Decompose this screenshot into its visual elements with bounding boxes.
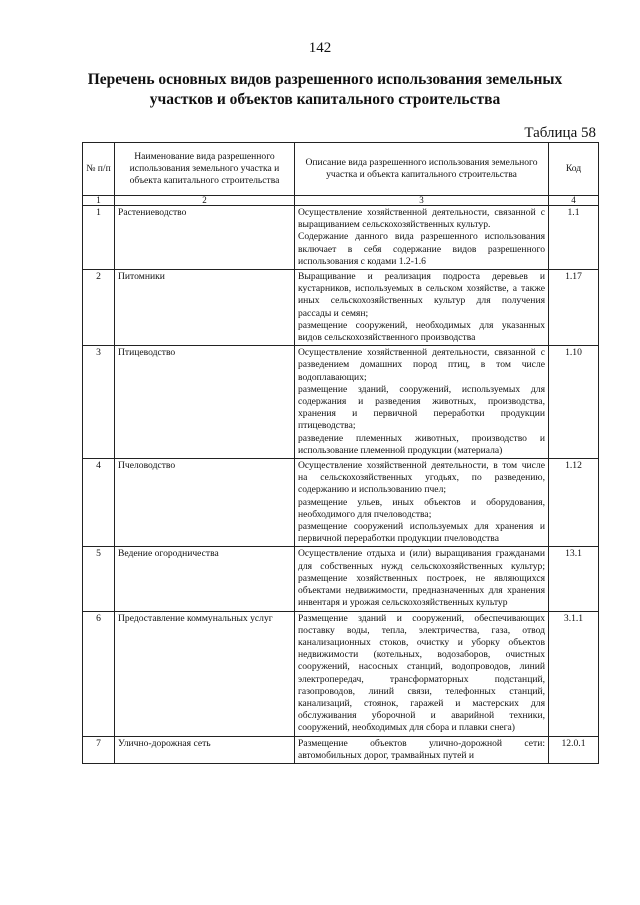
row-number: 3 <box>83 346 115 459</box>
column-number: 2 <box>115 196 295 206</box>
row-number: 4 <box>83 459 115 547</box>
header-name: Наименование вида разрешенного использования земельного участка и объекта капитального строительства <box>115 143 295 196</box>
description-paragraph: Осуществление отдыха и (или) выращивания гражданами для собственных нужд сельскохозяйственных культур; размещение хозяйственных построек, не являющихся объектами недвижимости, предназначенных для хранения инвентаря и урожая сельскохозяйственных культур <box>298 548 545 609</box>
table-row <box>83 736 599 763</box>
column-number: 1 <box>83 196 115 206</box>
row-number: 5 <box>83 547 115 611</box>
row-code: 12.0.1 <box>549 736 599 763</box>
row-description <box>295 206 549 270</box>
row-name: Питомники <box>115 270 295 346</box>
description-paragraph: Содержание данного вида разрешенного использования включает в себя содержание видов разрешенного использования с кодами 1.2-1.6 <box>298 231 545 267</box>
row-description <box>295 547 549 611</box>
column-number: 4 <box>549 196 599 206</box>
description-paragraph: Выращивание и реализация подроста деревьев и кустарников, используемых в сельском хозяйстве, а также иных сельскохозяйственных культур для получения рассады и семян; <box>298 271 545 319</box>
row-code: 3.1.1 <box>549 611 599 736</box>
row-number: 7 <box>83 736 115 763</box>
table-caption: Таблица 58 <box>524 125 596 141</box>
header-num: № п/п <box>83 143 115 196</box>
table-header-row <box>83 143 599 196</box>
row-name: Предоставление коммунальных услуг <box>115 611 295 736</box>
row-name: Птицеводство <box>115 346 295 459</box>
description-paragraph: размещение сооружений, необходимых для указанных видов сельскохозяйственного производства <box>298 319 545 344</box>
row-number: 6 <box>83 611 115 736</box>
page-number: 142 <box>308 40 332 56</box>
description-paragraph: разведение племенных животных, производство и использование племенной продукции (материала) <box>298 432 545 456</box>
description-paragraph: Осуществление хозяйственной деятельности, в том числе на сельскохозяйственных угодьях, по разведению, содержанию и использованию пчел; <box>298 460 545 496</box>
description-paragraph: Осуществление хозяйственной деятельности, связанной с выращиванием сельскохозяйственных культур. <box>298 207 545 231</box>
row-name: Пчеловодство <box>115 459 295 547</box>
row-description <box>295 736 549 763</box>
table-row <box>83 206 599 270</box>
row-number: 2 <box>83 270 115 346</box>
row-code: 1.1 <box>549 206 599 270</box>
description-paragraph: размещение сооружений используемых для хранения и первичной переработки продукции пчеловодства <box>298 521 545 545</box>
row-name: Улично-дорожная сеть <box>115 736 295 763</box>
row-description <box>295 270 549 346</box>
table-row <box>83 547 599 611</box>
column-number-row <box>83 196 599 206</box>
description-paragraph: Размещение зданий и сооружений, обеспечивающих поставку воды, тепла, электричества, газа, отвод канализационных стоков, очистку и уборку объектов недвижимости (котельных, водозаборов, очистных сооружений, насосных станций, водопроводов, линий электропередач, трансформаторных подстанций, газопроводов, линий связи, телефонных станций, канализаций, стоянок, гаражей и мастерских для обслуживания уборочной и аварийной техники, сооружений, необходимых для сбора и плавки снега) <box>298 612 545 734</box>
description-paragraph: Размещение объектов улично-дорожной сети: автомобильных дорог, трамвайных путей и <box>298 737 545 761</box>
table-row <box>83 611 599 736</box>
description-paragraph: размещение ульев, иных объектов и оборудования, необходимого для пчеловодства; <box>298 496 545 520</box>
row-description <box>295 346 549 459</box>
row-code: 1.10 <box>549 346 599 459</box>
header-description: Описание вида разрешенного использования земельного участка и объекта капитального строительства <box>295 143 549 196</box>
table-row <box>83 346 599 459</box>
row-number: 1 <box>83 206 115 270</box>
row-code: 1.12 <box>549 459 599 547</box>
row-description <box>295 611 549 736</box>
description-paragraph: размещение зданий, сооружений, используемых для содержания и разведения животных, производства, хранения и первичной переработки продукции птицеводства; <box>298 383 545 432</box>
document-title: Перечень основных видов разрешенного использования земельных участков и объектов капитального строительства <box>87 71 563 108</box>
table-row <box>83 459 599 547</box>
row-code: 13.1 <box>549 547 599 611</box>
column-number: 3 <box>295 196 549 206</box>
row-description <box>295 459 549 547</box>
row-name: Растениеводство <box>115 206 295 270</box>
row-name: Ведение огородничества <box>115 547 295 611</box>
table-row <box>83 270 599 346</box>
header-code: Код <box>549 143 599 196</box>
row-code: 1.17 <box>549 270 599 346</box>
description-paragraph: Осуществление хозяйственной деятельности, связанной с разведением домашних пород птиц, в том числе водоплавающих; <box>298 347 545 383</box>
land-use-table <box>82 142 599 764</box>
